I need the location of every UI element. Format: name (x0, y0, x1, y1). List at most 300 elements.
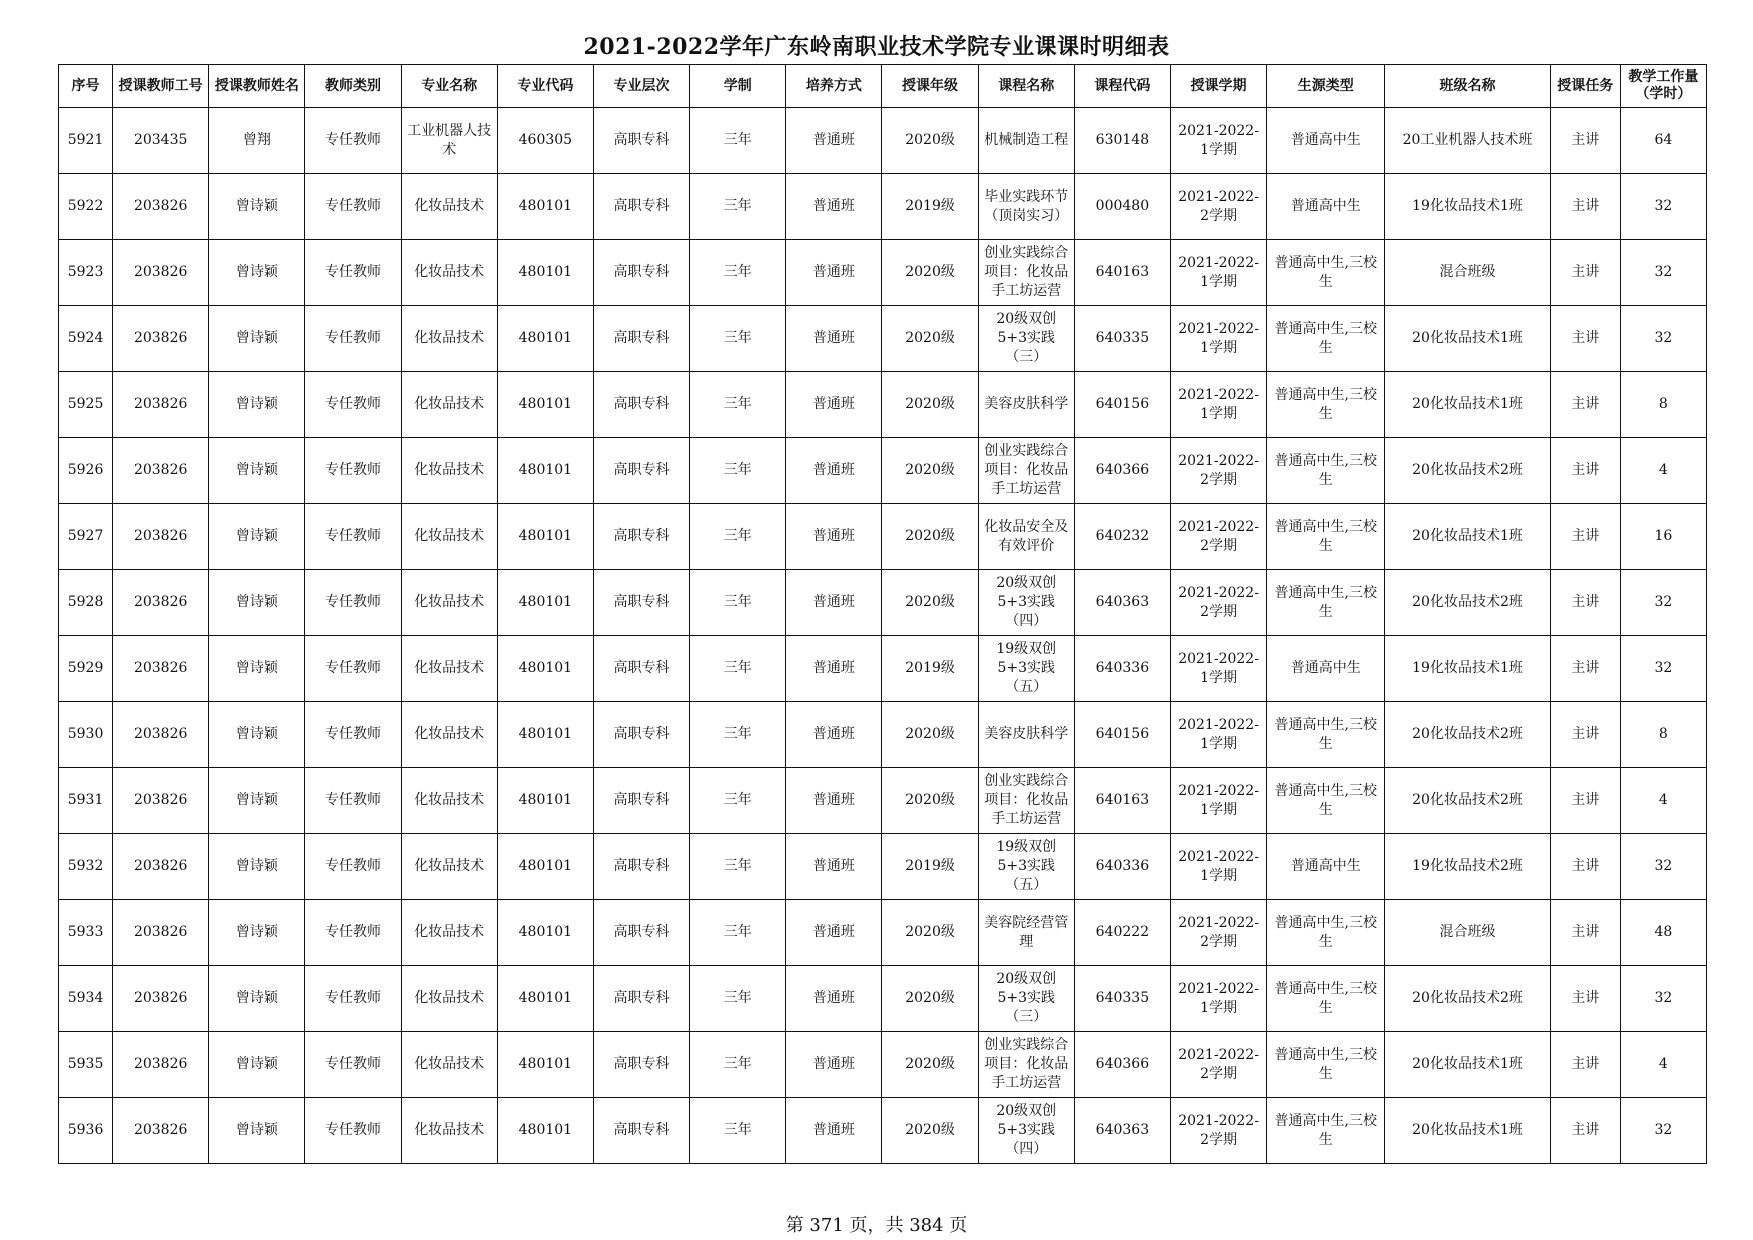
table-cell: 普通高中生,三校生 (1267, 966, 1385, 1032)
table-cell: 2021-2022-1学期 (1170, 240, 1266, 306)
table-cell: 普通高中生,三校生 (1267, 702, 1385, 768)
table-cell: 640163 (1074, 240, 1170, 306)
course-name: 19级双创5+3实践（五） (996, 839, 1057, 893)
table-cell: 高职专科 (593, 240, 689, 306)
table-row (59, 636, 1707, 702)
table-cell: 640232 (1074, 504, 1170, 570)
table-cell (978, 1032, 1074, 1098)
table-cell: 主讲 (1550, 768, 1620, 834)
table-cell: 203826 (113, 768, 209, 834)
course-name: 美容皮肤科学 (984, 726, 1069, 742)
table-cell: 主讲 (1550, 900, 1620, 966)
table-cell: 5923 (59, 240, 113, 306)
table-cell: 高职专科 (593, 108, 689, 174)
table-cell (978, 438, 1074, 504)
table-cell: 高职专科 (593, 900, 689, 966)
table-cell: 专任教师 (305, 636, 401, 702)
course-name: 20级双创5+3实践（四） (996, 1103, 1057, 1157)
table-cell: 高职专科 (593, 834, 689, 900)
table-cell: 32 (1620, 834, 1706, 900)
table-cell: 20化妆品技术1班 (1385, 372, 1550, 438)
column-header: 班级名称 (1385, 65, 1550, 108)
table-cell: 460305 (497, 108, 593, 174)
table-cell: 化妆品技术 (401, 372, 497, 438)
table-cell: 5930 (59, 702, 113, 768)
table-cell: 高职专科 (593, 1032, 689, 1098)
table-cell: 203435 (113, 108, 209, 174)
table-cell: 化妆品技术 (401, 768, 497, 834)
table-cell: 专任教师 (305, 504, 401, 570)
table-cell: 480101 (497, 240, 593, 306)
table-cell: 203826 (113, 504, 209, 570)
table-cell: 20化妆品技术1班 (1385, 306, 1550, 372)
table-cell: 化妆品技术 (401, 174, 497, 240)
table-cell: 化妆品技术 (401, 504, 497, 570)
table-cell: 普通高中生,三校生 (1267, 1032, 1385, 1098)
table-cell: 主讲 (1550, 240, 1620, 306)
table-cell: 640366 (1074, 438, 1170, 504)
table-cell (978, 504, 1074, 570)
table-cell: 专任教师 (305, 768, 401, 834)
table-cell: 20工业机器人技术班 (1385, 108, 1550, 174)
table-cell: 化妆品技术 (401, 834, 497, 900)
table-cell: 普通班 (786, 372, 882, 438)
column-header: 专业代码 (497, 65, 593, 108)
course-name: 机械制造工程 (984, 132, 1069, 148)
table-cell: 480101 (497, 702, 593, 768)
table-cell: 480101 (497, 372, 593, 438)
table-cell: 2021-2022-2学期 (1170, 504, 1266, 570)
table-cell: 203826 (113, 834, 209, 900)
table-cell: 203826 (113, 900, 209, 966)
table-cell: 工业机器人技术 (401, 108, 497, 174)
page-footer: 第 371 页，共 384 页 (785, 1215, 968, 1236)
column-header: 教学工作量（学时） (1620, 65, 1706, 108)
table-cell: 480101 (497, 900, 593, 966)
table-cell: 2019级 (882, 834, 978, 900)
table-cell: 主讲 (1550, 504, 1620, 570)
table-cell: 化妆品技术 (401, 570, 497, 636)
table-cell: 普通班 (786, 1032, 882, 1098)
table-cell: 5926 (59, 438, 113, 504)
table-cell: 曾诗颖 (209, 174, 305, 240)
table-cell: 高职专科 (593, 504, 689, 570)
table-row (59, 372, 1707, 438)
table-cell: 2021-2022-2学期 (1170, 900, 1266, 966)
table-cell: 640163 (1074, 768, 1170, 834)
table-cell: 2020级 (882, 1098, 978, 1164)
table-cell: 640336 (1074, 636, 1170, 702)
table-cell: 主讲 (1550, 174, 1620, 240)
table-cell: 主讲 (1550, 372, 1620, 438)
table-cell: 5929 (59, 636, 113, 702)
table-cell: 480101 (497, 1032, 593, 1098)
table-cell: 19化妆品技术1班 (1385, 636, 1550, 702)
table-cell: 专任教师 (305, 702, 401, 768)
column-header: 授课任务 (1550, 65, 1620, 108)
table-row (59, 174, 1707, 240)
table-cell: 普通高中生 (1267, 636, 1385, 702)
table-cell: 640363 (1074, 570, 1170, 636)
table-cell: 2020级 (882, 306, 978, 372)
table-cell: 2021-2022-1学期 (1170, 306, 1266, 372)
table-cell: 普通高中生,三校生 (1267, 900, 1385, 966)
table-cell: 普通班 (786, 570, 882, 636)
table-cell: 2021-2022-1学期 (1170, 702, 1266, 768)
table-cell: 高职专科 (593, 306, 689, 372)
table-cell: 曾诗颖 (209, 1098, 305, 1164)
table-cell: 高职专科 (593, 636, 689, 702)
table-cell: 曾诗颖 (209, 306, 305, 372)
table-cell: 普通班 (786, 240, 882, 306)
header-row (59, 65, 1707, 108)
table-cell: 三年 (690, 108, 786, 174)
table-cell: 20化妆品技术2班 (1385, 570, 1550, 636)
column-header: 序号 (59, 65, 113, 108)
table-cell: 203826 (113, 372, 209, 438)
table-cell: 4 (1620, 438, 1706, 504)
column-header: 专业层次 (593, 65, 689, 108)
table-cell: 5927 (59, 504, 113, 570)
table-cell (978, 702, 1074, 768)
table-cell (978, 372, 1074, 438)
table-cell: 化妆品技术 (401, 636, 497, 702)
table-cell: 16 (1620, 504, 1706, 570)
table-cell: 5935 (59, 1032, 113, 1098)
table-cell: 48 (1620, 900, 1706, 966)
table-cell: 5925 (59, 372, 113, 438)
table-cell: 曾诗颖 (209, 636, 305, 702)
table-cell: 专任教师 (305, 108, 401, 174)
table-cell: 2021-2022-2学期 (1170, 174, 1266, 240)
table-cell (978, 174, 1074, 240)
table-cell (978, 636, 1074, 702)
table-cell: 化妆品技术 (401, 1098, 497, 1164)
table-cell: 203826 (113, 174, 209, 240)
table-cell (978, 966, 1074, 1032)
table-cell: 专任教师 (305, 438, 401, 504)
table-cell: 480101 (497, 438, 593, 504)
table-cell: 5921 (59, 108, 113, 174)
table-cell: 480101 (497, 570, 593, 636)
table-cell: 5936 (59, 1098, 113, 1164)
table-cell: 480101 (497, 966, 593, 1032)
table-cell (978, 900, 1074, 966)
table-cell: 2020级 (882, 1032, 978, 1098)
table-cell: 2021-2022-2学期 (1170, 570, 1266, 636)
table-cell: 2020级 (882, 768, 978, 834)
table-cell: 32 (1620, 570, 1706, 636)
table-cell (978, 570, 1074, 636)
table-cell: 曾诗颖 (209, 834, 305, 900)
table-cell: 普通高中生,三校生 (1267, 768, 1385, 834)
table-cell: 三年 (690, 702, 786, 768)
table-cell: 专任教师 (305, 834, 401, 900)
table-cell: 主讲 (1550, 108, 1620, 174)
table-cell: 2020级 (882, 570, 978, 636)
table-cell: 5931 (59, 768, 113, 834)
course-name: 创业实践综合项目：化妆品手工坊运营 (984, 245, 1069, 299)
table-cell: 5934 (59, 966, 113, 1032)
table-cell: 混合班级 (1385, 900, 1550, 966)
course-name: 美容院经营管理 (984, 914, 1069, 950)
table-cell: 2021-2022-1学期 (1170, 108, 1266, 174)
table-cell: 曾诗颖 (209, 702, 305, 768)
table-cell: 普通班 (786, 636, 882, 702)
table-cell: 203826 (113, 1032, 209, 1098)
table-cell: 203826 (113, 438, 209, 504)
table-cell: 普通班 (786, 1098, 882, 1164)
table-cell: 高职专科 (593, 438, 689, 504)
column-header: 专业名称 (401, 65, 497, 108)
table-cell: 2020级 (882, 900, 978, 966)
table-cell: 专任教师 (305, 570, 401, 636)
table-cell: 5922 (59, 174, 113, 240)
table-row (59, 438, 1707, 504)
table-cell: 高职专科 (593, 174, 689, 240)
table-row (59, 702, 1707, 768)
table-cell: 640335 (1074, 966, 1170, 1032)
table-cell: 480101 (497, 306, 593, 372)
table-cell: 化妆品技术 (401, 438, 497, 504)
table-cell: 640335 (1074, 306, 1170, 372)
table-cell: 2020级 (882, 372, 978, 438)
table-cell: 20化妆品技术2班 (1385, 702, 1550, 768)
table-row (59, 1032, 1707, 1098)
table-cell: 主讲 (1550, 306, 1620, 372)
table-cell: 混合班级 (1385, 240, 1550, 306)
table-cell: 20化妆品技术1班 (1385, 504, 1550, 570)
table-cell: 三年 (690, 966, 786, 1032)
table-cell: 5928 (59, 570, 113, 636)
table-cell: 高职专科 (593, 702, 689, 768)
table-cell: 专任教师 (305, 174, 401, 240)
table-cell: 203826 (113, 306, 209, 372)
table-row (59, 834, 1707, 900)
table-cell: 化妆品技术 (401, 306, 497, 372)
table-cell: 480101 (497, 1098, 593, 1164)
table-cell: 2021-2022-1学期 (1170, 372, 1266, 438)
table-cell: 普通班 (786, 306, 882, 372)
table-cell: 640366 (1074, 1032, 1170, 1098)
column-header: 培养方式 (786, 65, 882, 108)
table-cell: 曾诗颖 (209, 438, 305, 504)
table-cell: 32 (1620, 306, 1706, 372)
table-cell: 普通高中生,三校生 (1267, 372, 1385, 438)
table-cell: 203826 (113, 966, 209, 1032)
table-cell: 480101 (497, 636, 593, 702)
table-cell: 4 (1620, 1032, 1706, 1098)
table-cell: 5924 (59, 306, 113, 372)
table-cell: 化妆品技术 (401, 1032, 497, 1098)
table-cell: 203826 (113, 570, 209, 636)
table-cell: 普通高中生 (1267, 108, 1385, 174)
table-cell: 高职专科 (593, 570, 689, 636)
table-cell: 2021-2022-1学期 (1170, 636, 1266, 702)
table-cell: 主讲 (1550, 834, 1620, 900)
course-name: 20级双创5+3实践（三） (996, 971, 1057, 1025)
table-cell: 专任教师 (305, 372, 401, 438)
table-cell: 高职专科 (593, 768, 689, 834)
table-cell: 普通班 (786, 900, 882, 966)
table-cell: 专任教师 (305, 306, 401, 372)
table-cell: 普通班 (786, 702, 882, 768)
table-cell: 2021-2022-2学期 (1170, 1032, 1266, 1098)
table-cell: 2021-2022-1学期 (1170, 834, 1266, 900)
course-name: 毕业实践环节（顶岗实习） (984, 188, 1069, 224)
table-cell: 化妆品技术 (401, 900, 497, 966)
table-cell: 曾诗颖 (209, 1032, 305, 1098)
table-cell: 主讲 (1550, 438, 1620, 504)
course-name: 创业实践综合项目：化妆品手工坊运营 (984, 443, 1069, 497)
table-cell: 曾诗颖 (209, 504, 305, 570)
table-cell: 主讲 (1550, 636, 1620, 702)
table-cell: 20化妆品技术2班 (1385, 438, 1550, 504)
column-header: 授课学期 (1170, 65, 1266, 108)
table-cell: 曾诗颖 (209, 900, 305, 966)
course-name: 美容皮肤科学 (984, 396, 1069, 412)
table-cell: 20化妆品技术1班 (1385, 1032, 1550, 1098)
table-cell: 化妆品技术 (401, 240, 497, 306)
table-cell: 化妆品技术 (401, 966, 497, 1032)
table-cell: 20化妆品技术2班 (1385, 966, 1550, 1032)
table-cell: 8 (1620, 702, 1706, 768)
table-cell (978, 768, 1074, 834)
course-name: 化妆品安全及有效评价 (984, 518, 1069, 554)
table-cell: 普通班 (786, 768, 882, 834)
table-cell: 普通班 (786, 834, 882, 900)
course-hours-table (58, 64, 1707, 1164)
table-cell (978, 240, 1074, 306)
table-cell: 普通高中生 (1267, 834, 1385, 900)
table-cell: 2021-2022-2学期 (1170, 1098, 1266, 1164)
table-cell: 普通高中生 (1267, 174, 1385, 240)
table-cell: 64 (1620, 108, 1706, 174)
table-cell: 专任教师 (305, 900, 401, 966)
table-cell: 480101 (497, 768, 593, 834)
course-name: 创业实践综合项目：化妆品手工坊运营 (984, 773, 1069, 827)
table-cell: 640363 (1074, 1098, 1170, 1164)
table-cell: 高职专科 (593, 372, 689, 438)
table-cell: 640156 (1074, 702, 1170, 768)
table-cell: 主讲 (1550, 702, 1620, 768)
table-cell: 三年 (690, 834, 786, 900)
table-cell: 三年 (690, 240, 786, 306)
table-cell: 5932 (59, 834, 113, 900)
table-cell: 三年 (690, 900, 786, 966)
column-header: 授课年级 (882, 65, 978, 108)
table-cell: 000480 (1074, 174, 1170, 240)
table-cell: 普通高中生,三校生 (1267, 240, 1385, 306)
table-cell: 主讲 (1550, 1098, 1620, 1164)
table-cell: 2020级 (882, 504, 978, 570)
table-cell: 化妆品技术 (401, 702, 497, 768)
table-row (59, 900, 1707, 966)
table-cell: 三年 (690, 438, 786, 504)
table-cell: 32 (1620, 966, 1706, 1032)
column-header: 课程名称 (978, 65, 1074, 108)
table-cell: 普通高中生,三校生 (1267, 306, 1385, 372)
table-cell: 32 (1620, 1098, 1706, 1164)
course-name: 创业实践综合项目：化妆品手工坊运营 (984, 1037, 1069, 1091)
table-cell: 普通班 (786, 174, 882, 240)
column-header: 授课教师姓名 (209, 65, 305, 108)
table-cell: 2020级 (882, 108, 978, 174)
table-cell: 2020级 (882, 438, 978, 504)
table-cell: 480101 (497, 834, 593, 900)
table-cell: 曾诗颖 (209, 240, 305, 306)
table-cell: 2021-2022-1学期 (1170, 966, 1266, 1032)
table-cell: 主讲 (1550, 1032, 1620, 1098)
course-name: 19级双创5+3实践（五） (996, 641, 1057, 695)
table-cell: 480101 (497, 504, 593, 570)
table-cell: 普通班 (786, 504, 882, 570)
table-header (59, 65, 1707, 108)
table-cell: 三年 (690, 636, 786, 702)
table-cell: 主讲 (1550, 570, 1620, 636)
table-cell: 630148 (1074, 108, 1170, 174)
table-cell: 三年 (690, 174, 786, 240)
table-cell: 高职专科 (593, 966, 689, 1032)
table-cell (978, 834, 1074, 900)
table-cell (978, 1098, 1074, 1164)
table-cell: 2019级 (882, 174, 978, 240)
table-cell: 203826 (113, 240, 209, 306)
table-cell: 32 (1620, 636, 1706, 702)
table-cell: 三年 (690, 1032, 786, 1098)
table-cell: 三年 (690, 372, 786, 438)
table-cell: 普通高中生,三校生 (1267, 438, 1385, 504)
table-row (59, 768, 1707, 834)
table-cell: 曾诗颖 (209, 966, 305, 1032)
column-header: 学制 (690, 65, 786, 108)
table-cell: 20化妆品技术2班 (1385, 768, 1550, 834)
table-cell: 专任教师 (305, 240, 401, 306)
column-header: 教师类别 (305, 65, 401, 108)
table-cell: 专任教师 (305, 1032, 401, 1098)
table-cell: 高职专科 (593, 1098, 689, 1164)
table-cell: 32 (1620, 174, 1706, 240)
column-header: 生源类型 (1267, 65, 1385, 108)
table-row (59, 570, 1707, 636)
table-body (59, 108, 1707, 1164)
table-cell: 203826 (113, 1098, 209, 1164)
table-cell: 曾诗颖 (209, 768, 305, 834)
table-cell: 三年 (690, 768, 786, 834)
column-header: 授课教师工号 (113, 65, 209, 108)
table-cell: 203826 (113, 636, 209, 702)
table-cell: 203826 (113, 702, 209, 768)
table-cell: 20化妆品技术1班 (1385, 1098, 1550, 1164)
table-row (59, 306, 1707, 372)
table-cell: 普通班 (786, 108, 882, 174)
table-cell: 640336 (1074, 834, 1170, 900)
table-cell: 普通班 (786, 966, 882, 1032)
table-cell: 640222 (1074, 900, 1170, 966)
table-cell: 三年 (690, 504, 786, 570)
table-row (59, 1098, 1707, 1164)
table-cell (978, 306, 1074, 372)
table-cell: 曾诗颖 (209, 372, 305, 438)
table-cell: 三年 (690, 1098, 786, 1164)
table-cell: 2020级 (882, 240, 978, 306)
table-cell: 2021-2022-1学期 (1170, 768, 1266, 834)
table-cell (978, 108, 1074, 174)
table-cell: 普通高中生,三校生 (1267, 1098, 1385, 1164)
table-cell: 曾翔 (209, 108, 305, 174)
table-cell: 三年 (690, 570, 786, 636)
table-cell: 19化妆品技术2班 (1385, 834, 1550, 900)
